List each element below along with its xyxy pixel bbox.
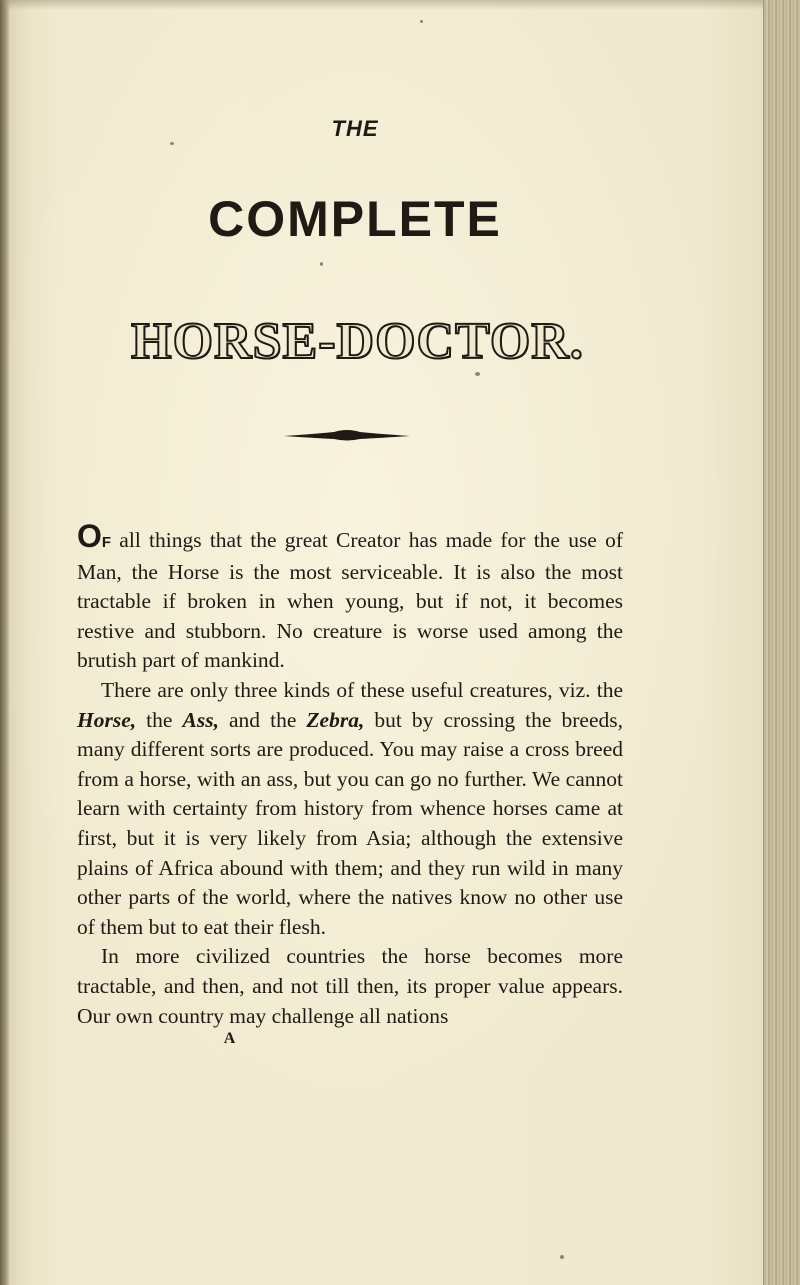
paper-speck <box>420 20 423 23</box>
paragraph-2-text-a: There are only three kinds of these useful creatures, viz. the <box>101 677 623 702</box>
paragraph-3-text: In more civilized countries the horse becomes more tractable, and then, and not till then, its proper value appears. Our own country may challenge all nations <box>77 944 623 1028</box>
title-the: THE <box>331 116 379 141</box>
paragraph-1 <box>77 520 623 676</box>
ornament-rule-icon <box>284 428 410 442</box>
word-horse: Horse, <box>77 707 137 732</box>
word-ass: Ass, <box>182 707 219 732</box>
signature-mark: A <box>223 1030 237 1047</box>
paragraph-3 <box>77 942 623 1031</box>
body-text <box>77 520 623 1031</box>
paragraph-2 <box>77 676 623 942</box>
paper-speck <box>560 1255 564 1259</box>
paragraph-2-text-c: and the <box>218 707 307 732</box>
title-horse-doctor: HORSE-DOCTOR. <box>131 313 584 370</box>
drop-cap: O <box>77 518 102 554</box>
paper-speck <box>475 372 480 376</box>
paper-speck <box>320 262 323 266</box>
word-zebra: Zebra, <box>306 707 365 732</box>
paper-speck <box>170 142 174 145</box>
page-top-shadow <box>0 0 800 10</box>
paragraph-2-text-b: the <box>136 707 183 732</box>
page-fore-edge <box>763 0 800 1285</box>
paragraph-2-text-d: but by crossing the breeds, many different sorts are produced. You may raise a cross breed from a horse, with an ass, but you can go no further. We cannot learn with certainty from history from whence horses came at first, but it is very likely from Asia; although the extensive plains of Africa abound with them; and they run wild in many other parts of the world, where the natives know no other use of them but to eat their flesh. <box>77 707 623 939</box>
title-complete: COMPLETE <box>208 191 502 247</box>
drop-cap-tail: F <box>101 534 112 551</box>
paragraph-1-text: all things that the great Creator has made for the use of Man, the Horse is the most serviceable. It is also the most tractable if broken in when young, but if not, it becomes restive and stubborn. No creature is worse used among the brutish part of mankind. <box>77 528 623 673</box>
